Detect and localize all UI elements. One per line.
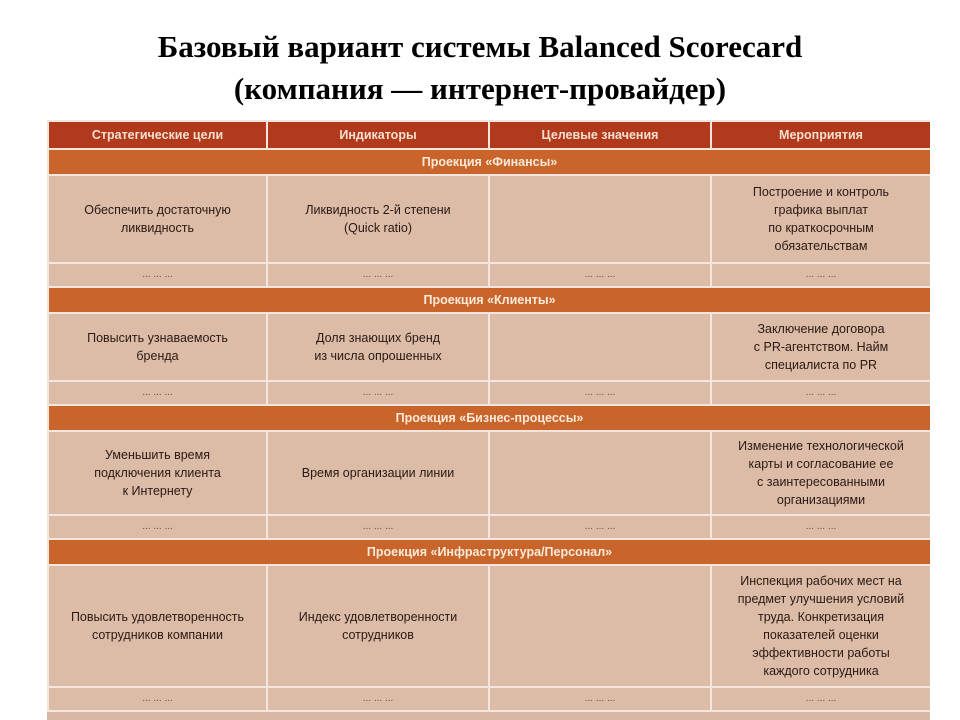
ellipsis-cell: ... ... ... — [711, 515, 930, 539]
ellipsis-cell: ... ... ... — [267, 381, 489, 405]
ellipsis-cell: ... ... ... — [489, 687, 711, 711]
section-row-business-processes — [48, 405, 930, 431]
ellipsis-row — [48, 263, 930, 287]
column-header-targets: Целевые значения — [489, 121, 711, 149]
header-row — [48, 121, 930, 149]
ellipsis-cell: ... ... ... — [711, 381, 930, 405]
indicator-cell: Ликвидность 2-й степени (Quick ratio) — [267, 175, 489, 263]
indicator-cell: Индекс удовлетворенности сотрудников — [267, 565, 489, 687]
page-title: Базовый вариант системы Balanced Scorecard (компания — интернет-провайдер) — [157, 29, 803, 106]
section-title: Проекция «Финансы» — [48, 149, 930, 175]
table-row — [48, 565, 930, 687]
ellipsis-cell: ... ... ... — [489, 515, 711, 539]
scorecard-table-container — [47, 120, 930, 720]
ellipsis-cell: ... ... ... — [711, 687, 930, 711]
ellipsis-cell: ... ... ... — [267, 515, 489, 539]
section-title: Проекция «Инфраструктура/Персонал» — [48, 539, 930, 565]
table-row — [48, 175, 930, 263]
action-cell: Инспекция рабочих мест на предмет улучшения условий труда. Конкретизация показателей оценки эффективности работы каждого сотрудника — [711, 565, 930, 687]
section-title: Проекция «Клиенты» — [48, 287, 930, 313]
target-cell — [489, 431, 711, 515]
column-header-goals: Стратегические цели — [48, 121, 267, 149]
ellipsis-cell: ... ... ... — [267, 263, 489, 287]
action-cell: Заключение договора с PR-агентством. Найм специалиста по PR — [711, 313, 930, 381]
ellipsis-cell: ... ... ... — [489, 263, 711, 287]
section-title: Проекция «Бизнес-процессы» — [48, 405, 930, 431]
ellipsis-cell: ... ... ... — [48, 263, 267, 287]
indicator-cell: Время организации линии — [267, 431, 489, 515]
section-row-clients — [48, 287, 930, 313]
scorecard-table — [47, 120, 930, 712]
column-header-actions: Мероприятия — [711, 121, 930, 149]
table-row — [48, 313, 930, 381]
goal-cell: Уменьшить время подключения клиента к Интернету — [48, 431, 267, 515]
action-cell: Изменение технологической карты и согласование ее с заинтересованными организациями — [711, 431, 930, 515]
column-header-indicators: Индикаторы — [267, 121, 489, 149]
ellipsis-cell: ... ... ... — [489, 381, 711, 405]
ellipsis-cell: ... ... ... — [48, 515, 267, 539]
section-row-infrastructure-personnel — [48, 539, 930, 565]
target-cell — [489, 175, 711, 263]
indicator-cell: Доля знающих бренд из числа опрошенных — [267, 313, 489, 381]
table-row — [48, 431, 930, 515]
ellipsis-row — [48, 687, 930, 711]
ellipsis-cell: ... ... ... — [711, 263, 930, 287]
target-cell — [489, 565, 711, 687]
ellipsis-cell: ... ... ... — [48, 381, 267, 405]
action-cell: Построение и контроль графика выплат по краткосрочным обязательствам — [711, 175, 930, 263]
goal-cell: Обеспечить достаточную ликвидность — [48, 175, 267, 263]
goal-cell: Повысить узнаваемость бренда — [48, 313, 267, 381]
ellipsis-row — [48, 381, 930, 405]
ellipsis-row — [48, 515, 930, 539]
ellipsis-cell: ... ... ... — [48, 687, 267, 711]
section-row-finance — [48, 149, 930, 175]
goal-cell: Повысить удовлетворенность сотрудников компании — [48, 565, 267, 687]
ellipsis-cell: ... ... ... — [267, 687, 489, 711]
target-cell — [489, 313, 711, 381]
